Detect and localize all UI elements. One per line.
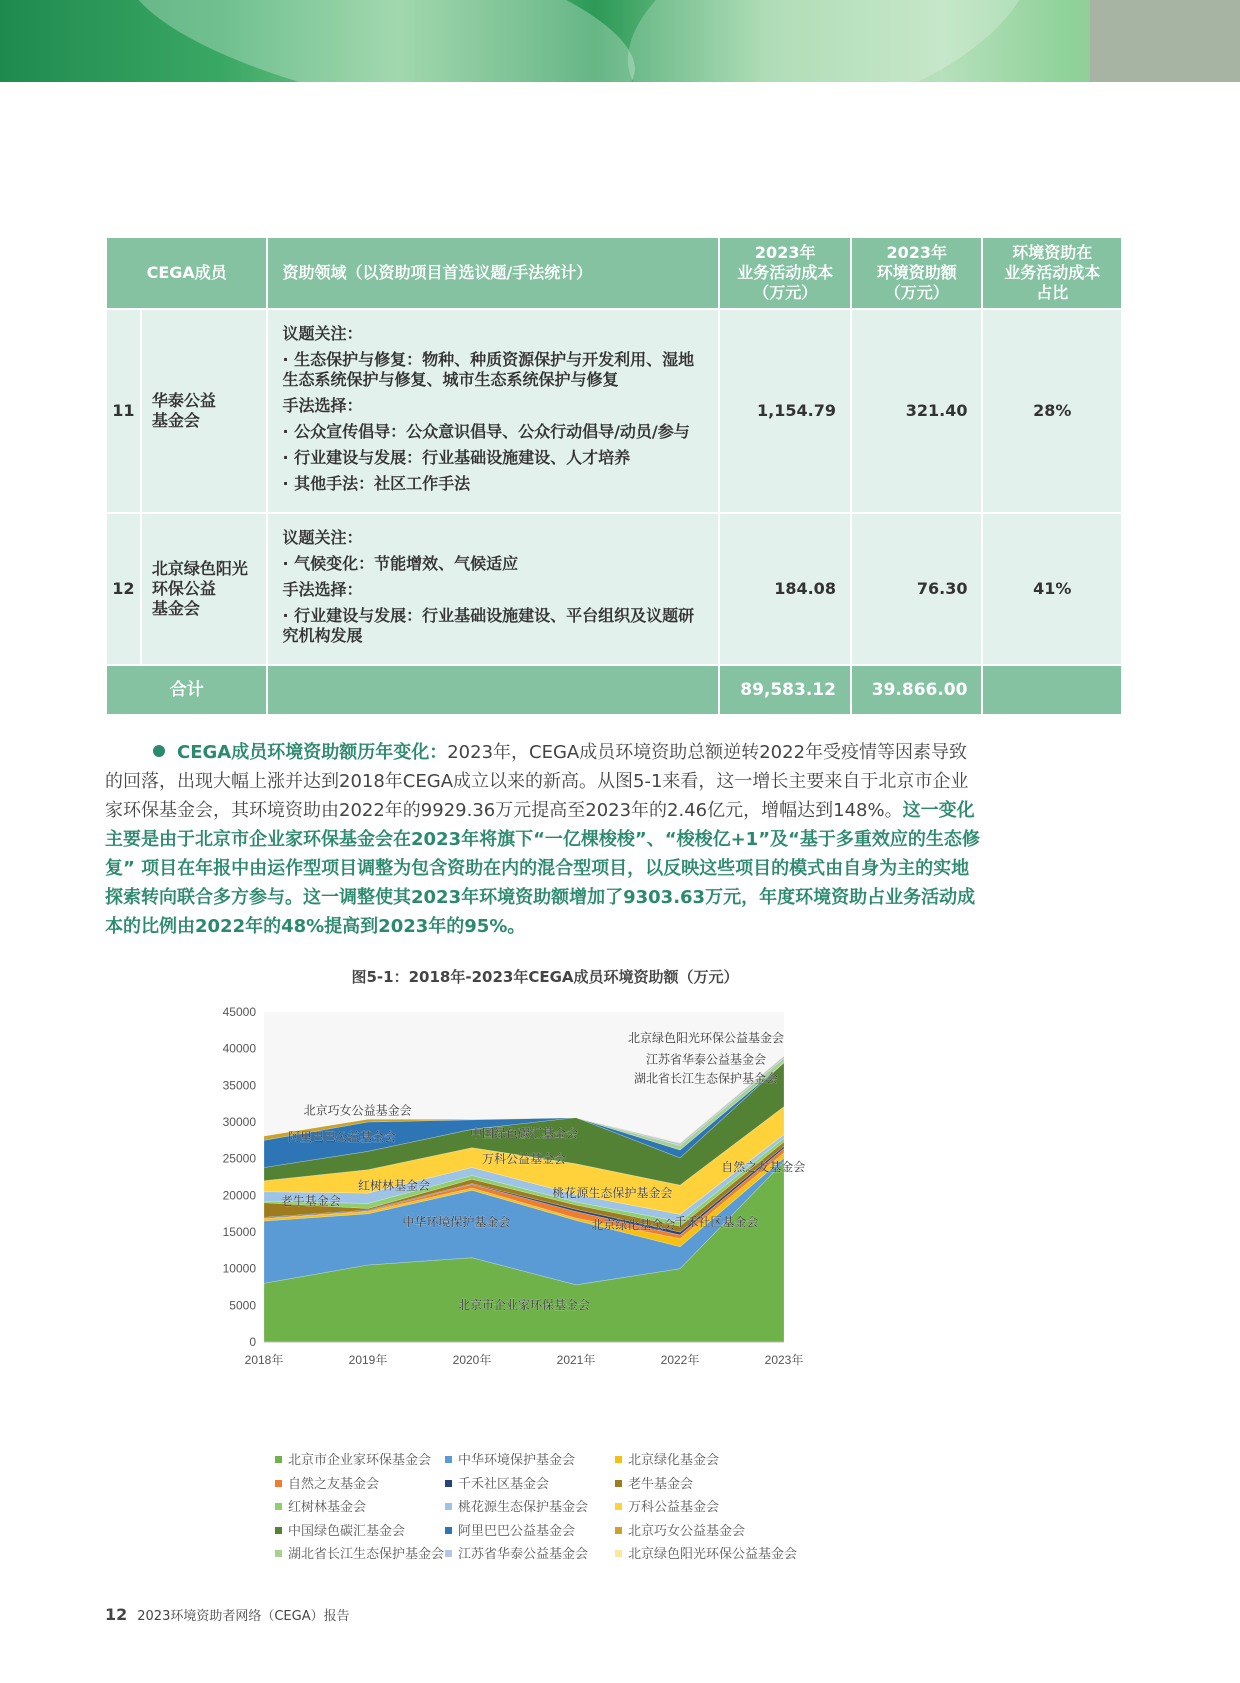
- method-item: · 公众宣传倡导：公众意识倡导、公众行动倡导/动员/参与: [282, 422, 690, 441]
- y-tick-label: 35000: [222, 1078, 256, 1093]
- x-tick-label: 2018年: [244, 1353, 284, 1367]
- legend-item: [445, 1496, 588, 1515]
- legend-item: [445, 1449, 575, 1468]
- stacked-area-chart: [200, 1000, 850, 1440]
- series-annotation: 自然之友基金会: [721, 1160, 806, 1175]
- series-annotation: 老牛基金会: [280, 1193, 341, 1208]
- paragraph-text: 2023年，CEGA成员环境资助总额逆转2022年受疫情等因素导致的回落，出现大幅上涨并达到2018年CEGA成立以来的新高。从图5-1来看，这一增长主要来自于北京市企业家环保基金会，其环境资助由2022年的9929.36万元提高至2023年的2.46亿元，增幅达到148%。: [105, 742, 969, 821]
- row-ratio: 28%: [983, 310, 1121, 512]
- topic-item: · 生态保护与修复：物种、种质资源保护与开发利用、湿地生态系统保护与修复、城市生态系统保护与修复: [282, 350, 695, 389]
- x-tick-label: 2021年: [556, 1353, 596, 1367]
- table-row: [107, 310, 1121, 512]
- total-cost: 89,583.12: [720, 666, 850, 714]
- legend-swatch: [445, 1456, 452, 1463]
- header-banner: [0, 0, 1240, 82]
- legend-item: [445, 1543, 588, 1562]
- page-number: 12: [105, 1605, 128, 1624]
- y-tick-label: 15000: [222, 1225, 256, 1239]
- org-line: 华泰公益: [151, 391, 216, 410]
- y-tick-label: 30000: [222, 1115, 256, 1129]
- header-ratio-line: 占比: [1036, 283, 1069, 302]
- topic-label: 议题关注：: [282, 528, 363, 547]
- x-tick-label: 2022年: [660, 1353, 700, 1367]
- method-item: · 其他手法：社区工作手法: [282, 474, 471, 493]
- x-tick-label: 2023年: [764, 1353, 804, 1367]
- legend-label: 红树林基金会: [288, 1500, 367, 1515]
- topic-item: · 气候变化：节能增效、气候适应: [282, 554, 519, 573]
- chart-container: [200, 1000, 850, 1480]
- series-annotation: 千禾社区基金会: [674, 1215, 759, 1230]
- series-annotation: 北京绿色阳光环保公益基金会: [627, 1031, 785, 1046]
- legend-label: 北京绿色阳光环保公益基金会: [628, 1547, 798, 1562]
- legend-swatch: [615, 1550, 622, 1557]
- footer-text: 2023环境资助者网络（CEGA）报告: [137, 1609, 350, 1624]
- legend-item: [615, 1520, 745, 1539]
- org-line: 基金会: [151, 411, 200, 430]
- series-annotation: 万科公益基金会: [481, 1152, 567, 1167]
- legend-item: [275, 1496, 366, 1515]
- row-number: 11: [107, 310, 140, 512]
- header-grant-line: （万元）: [884, 283, 949, 302]
- legend-swatch: [275, 1456, 282, 1463]
- header-grant-line: 2023年: [886, 243, 947, 262]
- topic-label: 议题关注：: [282, 324, 363, 343]
- paragraph-emphasis: 这一变化主要是由于北京市企业家环保基金会在2023年将旗下“一亿棵梭梭”、“梭梭亿+1”及“基于多重效应的生态修复” 项目在年报中由运作型项目调整为包含资助在内的混合型项目，以反映这些项目的模式由自身为主的实地探索转向联合多方参与。这一调整使其2023年环境资助额增加了9303.63万元，年度环境资助占业务活动成本的比例由2022年的48%提高到2023年的95%。: [105, 800, 980, 937]
- legend-label: 阿里巴巴公益基金会: [458, 1523, 576, 1539]
- row-grant: 76.30: [852, 514, 982, 664]
- total-row: [107, 666, 1121, 714]
- legend-swatch: [275, 1527, 282, 1534]
- header-cost-line: （万元）: [753, 283, 818, 302]
- header-area: 资助领域（以资助项目首选议题/手法统计）: [268, 238, 718, 308]
- legend-swatch: [615, 1456, 622, 1463]
- bullet-dot-icon: [153, 745, 165, 757]
- banner-leaf-highlight: [599, 0, 1060, 82]
- legend-item: [615, 1449, 719, 1468]
- row-grant: 321.40: [852, 310, 982, 512]
- header-cost: [720, 238, 850, 308]
- x-tick-label: 2019年: [348, 1353, 388, 1367]
- legend-label: 江苏省华泰公益基金会: [458, 1547, 589, 1562]
- legend-swatch: [445, 1503, 452, 1510]
- legend-label: 中国绿色碳汇基金会: [288, 1523, 406, 1539]
- legend-item: [275, 1473, 379, 1492]
- legend-swatch: [615, 1503, 622, 1510]
- method-item: · 行业建设与发展：行业基础设施建设、人才培养: [282, 448, 631, 467]
- method-item: · 行业建设与发展：行业基础设施建设、平台组织及议题研究机构发展: [282, 606, 695, 645]
- y-tick-label: 40000: [222, 1041, 256, 1056]
- header-grant-line: 环境资助额: [876, 263, 957, 282]
- legend-swatch: [445, 1527, 452, 1534]
- legend-item: [275, 1449, 431, 1468]
- legend-swatch: [445, 1550, 452, 1557]
- series-annotation: 中国绿色碳汇基金会: [469, 1126, 579, 1141]
- total-grant: 39.866.00: [852, 666, 982, 714]
- legend-swatch: [615, 1527, 622, 1534]
- legend-swatch: [445, 1480, 452, 1487]
- y-tick-label: 0: [249, 1335, 256, 1349]
- row-org: [142, 310, 267, 512]
- legend-label: 老牛基金会: [628, 1476, 694, 1492]
- method-label: 手法选择：: [282, 580, 363, 599]
- legend-label: 千禾社区基金会: [458, 1476, 550, 1492]
- series-annotation: 北京市企业家环保基金会: [457, 1298, 591, 1312]
- header-ratio-line: 环境资助在: [1012, 243, 1093, 262]
- legend-item: [445, 1520, 575, 1539]
- total-area-empty: [268, 666, 718, 714]
- header-grant: [852, 238, 982, 308]
- legend-swatch: [275, 1503, 282, 1510]
- row-area: [268, 514, 718, 664]
- header-ratio: [983, 238, 1121, 308]
- grant-table: [105, 236, 1123, 716]
- series-annotation: 中华环境保护基金会: [402, 1215, 511, 1230]
- header-member: CEGA成员: [107, 238, 266, 308]
- row-cost: 1,154.79: [720, 310, 850, 512]
- banner-gray-block: [1090, 0, 1240, 82]
- analysis-paragraph: [105, 738, 985, 941]
- row-area: [268, 310, 718, 512]
- legend-label: 湖北省长江生态保护基金会: [288, 1547, 445, 1562]
- header-cost-line: 2023年: [754, 243, 816, 262]
- legend-label: 北京巧女公益基金会: [628, 1523, 746, 1539]
- legend-label: 北京绿化基金会: [628, 1453, 720, 1468]
- series-annotation: 阿里巴巴公益基金会: [287, 1130, 397, 1145]
- legend-label: 万科公益基金会: [628, 1500, 720, 1515]
- legend-item: [615, 1473, 693, 1492]
- y-tick-label: 45000: [222, 1005, 256, 1019]
- row-number: 12: [107, 514, 140, 664]
- legend-label: 北京市企业家环保基金会: [288, 1453, 432, 1468]
- org-line: 环保公益: [151, 579, 216, 598]
- row-org: [142, 514, 267, 664]
- org-line: 基金会: [151, 599, 200, 618]
- legend-swatch: [615, 1480, 622, 1487]
- method-label: 手法选择：: [282, 396, 363, 415]
- legend-item: [445, 1473, 549, 1492]
- legend-item: [615, 1543, 797, 1562]
- row-ratio: 41%: [983, 514, 1121, 664]
- row-cost: 184.08: [720, 514, 850, 664]
- org-line: 北京绿色阳光: [151, 559, 248, 578]
- series-annotation: 北京绿化基金会: [591, 1218, 676, 1233]
- series-annotation: 湖北省长江生态保护基金会: [633, 1071, 779, 1086]
- series-annotation: 江苏省华泰公益基金会: [645, 1052, 767, 1067]
- y-tick-label: 10000: [222, 1261, 256, 1276]
- x-tick-label: 2020年: [452, 1353, 492, 1367]
- legend-item: [615, 1496, 719, 1515]
- total-ratio-empty: [983, 666, 1121, 714]
- page-footer: [105, 1605, 350, 1624]
- legend-swatch: [275, 1550, 282, 1557]
- figure-title: 图5-1：2018年-2023年CEGA成员环境资助额（万元）: [351, 968, 739, 986]
- series-annotation: 桃花源生态保护基金会: [552, 1185, 673, 1200]
- paragraph-lead: CEGA成员环境资助额历年变化：: [177, 742, 448, 763]
- legend-label: 桃花源生态保护基金会: [458, 1500, 589, 1515]
- legend-item: [275, 1520, 405, 1539]
- header-cost-line: 业务活动成本: [737, 263, 834, 282]
- legend-swatch: [275, 1480, 282, 1487]
- total-label: 合计: [107, 666, 266, 714]
- legend-label: 中华环境保护基金会: [458, 1453, 576, 1468]
- table-row: [107, 514, 1121, 664]
- banner-leaf-highlight: [109, 0, 651, 82]
- series-annotation: 北京巧女公益基金会: [303, 1103, 412, 1118]
- legend-label: 自然之友基金会: [288, 1476, 380, 1492]
- y-tick-label: 20000: [222, 1188, 256, 1203]
- legend-item: [275, 1543, 444, 1562]
- y-tick-label: 5000: [229, 1298, 256, 1313]
- series-annotation: 红树林基金会: [357, 1178, 431, 1193]
- y-tick-label: 25000: [222, 1151, 256, 1166]
- header-ratio-line: 业务活动成本: [1004, 263, 1101, 282]
